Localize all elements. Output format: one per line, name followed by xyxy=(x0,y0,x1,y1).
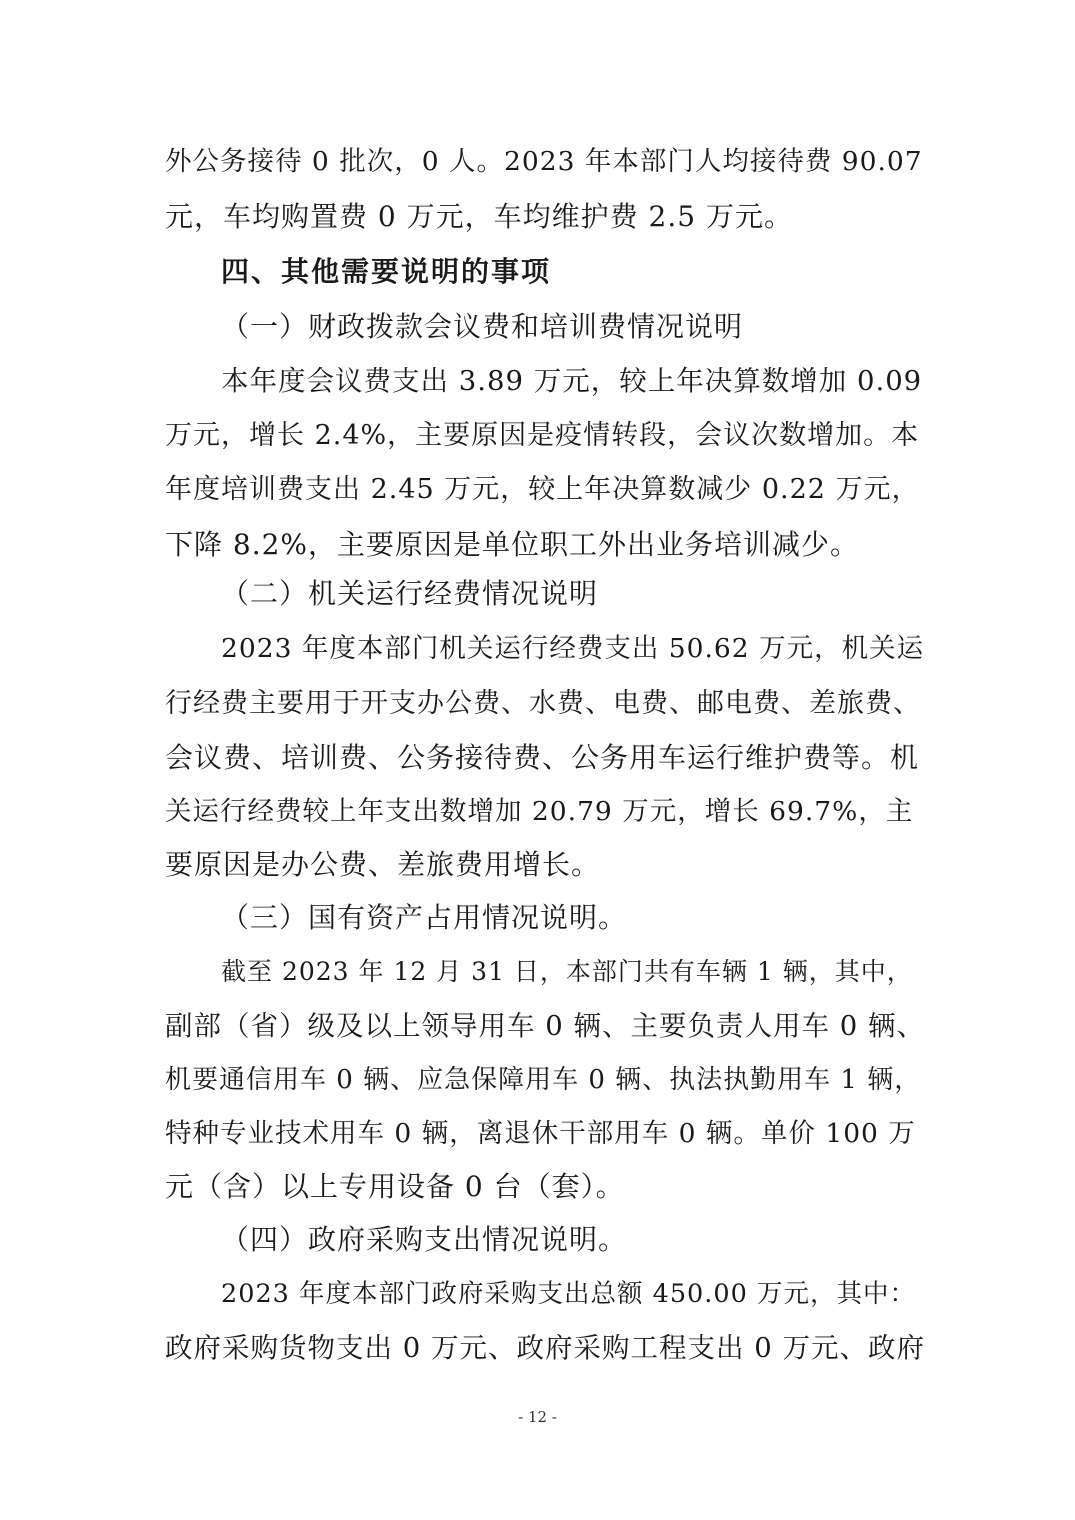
paragraph-line: 行经费主要用于开支办公费、水费、电费、邮电费、差旅费、 xyxy=(165,688,921,719)
section-heading: 四、其他需要说明的事项 xyxy=(221,255,552,288)
paragraph-line: 机要通信用车 0 辆、应急保障用车 0 辆、执法执勤用车 1 辆， xyxy=(165,1065,922,1095)
paragraph-line: 副部（省）级及以上领导用车 0 辆、主要负责人用车 0 辆、 xyxy=(165,1010,925,1042)
subsection-heading: （三）国有资产占用情况说明。 xyxy=(221,901,628,934)
paragraph-line: 要原因是办公费、差旅费用增长。 xyxy=(165,848,601,881)
paragraph-line: 元（含）以上专用设备 0 台（套）。 xyxy=(165,1170,625,1203)
subsection-heading: （四）政府采购支出情况说明。 xyxy=(221,1223,628,1256)
page-number: - 12 - xyxy=(518,1408,557,1426)
paragraph-line: 元，车均购置费 0 万元，车均维护费 2.5 万元。 xyxy=(165,200,793,233)
subsection-heading: （一）财政拨款会议费和培训费情况说明 xyxy=(221,310,744,343)
paragraph-line: 政府采购货物支出 0 万元、政府采购工程支出 0 万元、政府 xyxy=(165,1332,925,1364)
paragraph-line: 特种专业技术用车 0 辆，离退休干部用车 0 辆。单价 100 万 xyxy=(165,1118,916,1149)
paragraph-line: 2023 年度本部门机关运行经费支出 50.62 万元，机关运 xyxy=(221,633,925,664)
paragraph-line: 万元，增长 2.4%，主要原因是疫情转段，会议次数增加。本 xyxy=(165,420,920,451)
paragraph-line: 本年度会议费支出 3.89 万元，较上年决算数增加 0.09 xyxy=(221,365,923,397)
subsection-heading: （二）机关运行经费情况说明 xyxy=(221,577,599,610)
paragraph-line: 关运行经费较上年支出数增加 20.79 万元，增长 69.7%，主 xyxy=(165,796,914,827)
paragraph-line: 截至 2023 年 12 月 31 日，本部门共有车辆 1 辆，其中， xyxy=(221,957,913,986)
paragraph-line: 2023 年度本部门政府采购支出总额 450.00 万元，其中： xyxy=(221,1279,916,1309)
paragraph-line: 下降 8.2%，主要原因是单位职工外出业务培训减少。 xyxy=(165,528,860,561)
paragraph-line: 会议费、培训费、公务接待费、公务用车运行维护费等。机 xyxy=(165,741,920,774)
paragraph-line: 年度培训费支出 2.45 万元，较上年决算数减少 0.22 万元， xyxy=(165,474,920,505)
paragraph-line: 外公务接待 0 批次，0 人。2023 年本部门人均接待费 90.07 xyxy=(165,146,923,177)
